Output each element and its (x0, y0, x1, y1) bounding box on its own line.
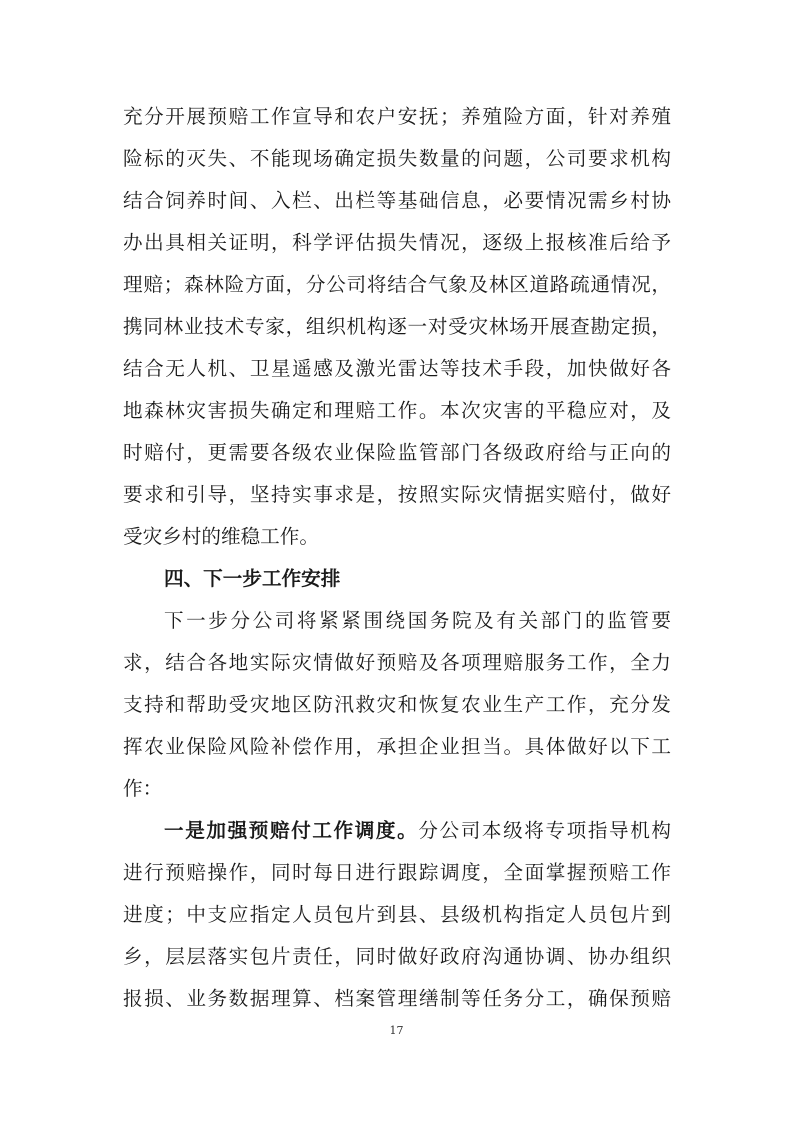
item-first-line (164, 810, 671, 851)
body-line: 结合饲养时间、入栏、出栏等基础信息，必要情况需乡村协 (123, 189, 671, 212)
body-line: 地森林灾害损失确定和理赔工作。本次灾害的平稳应对，及 (123, 399, 671, 422)
body-line: 支持和帮助受灾地区防汛救灾和恢复农业生产工作，充分发 (123, 693, 671, 716)
body-line: 办出具相关证明，科学评估损失情况，逐级上报核准后给予 (123, 231, 671, 254)
page-number: 17 (389, 1024, 404, 1037)
body-line: 作： (123, 777, 163, 800)
body-line: 进行预赔操作，同时每日进行跟踪调度，全面掌握预赔工作 (123, 861, 671, 884)
section-heading: 四、下一步工作安排 (164, 567, 341, 590)
body-line: 时赔付，更需要各级农业保险监管部门各级政府给与正向的 (123, 441, 671, 464)
body-line: 挥农业保险风险补偿作用，承担企业担当。具体做好以下工 (123, 735, 671, 758)
body-line: 充分开展预赔工作宣导和农户安抚；养殖险方面，针对养殖 (123, 105, 671, 128)
body-line: 进度；中支应指定人员包片到县、县级机构指定人员包片到 (123, 903, 671, 926)
body-line: 险标的灭失、不能现场确定损失数量的问题，公司要求机构 (123, 147, 671, 170)
body-line: 报损、业务数据理算、档案管理缮制等任务分工，确保预赔 (123, 987, 671, 1010)
body-line: 结合无人机、卫星遥感及激光雷达等技术手段，加快做好各 (123, 357, 671, 380)
body-line: 求，结合各地实际灾情做好预赔及各项理赔服务工作，全力 (123, 651, 671, 674)
body-line: 携同林业技术专家，组织机构逐一对受灾林场开展查勘定损， (123, 315, 671, 338)
item-bold-lead: 一是加强预赔付工作调度。 (164, 819, 419, 842)
item-first-rest: 分公司本级将专项指导机构 (418, 819, 671, 842)
body-line: 理赔；森林险方面，分公司将结合气象及林区道路疏通情况， (123, 273, 671, 296)
body-line: 要求和引导，坚持实事求是，按照实际灾情据实赔付，做好 (123, 483, 671, 506)
body-line: 受灾乡村的维稳工作。 (123, 525, 319, 548)
body-line: 乡，层层落实包片责任，同时做好政府沟通协调、协办组织 (123, 945, 671, 968)
body-line: 下一步分公司将紧紧围绕国务院及有关部门的监管要 (164, 609, 671, 632)
